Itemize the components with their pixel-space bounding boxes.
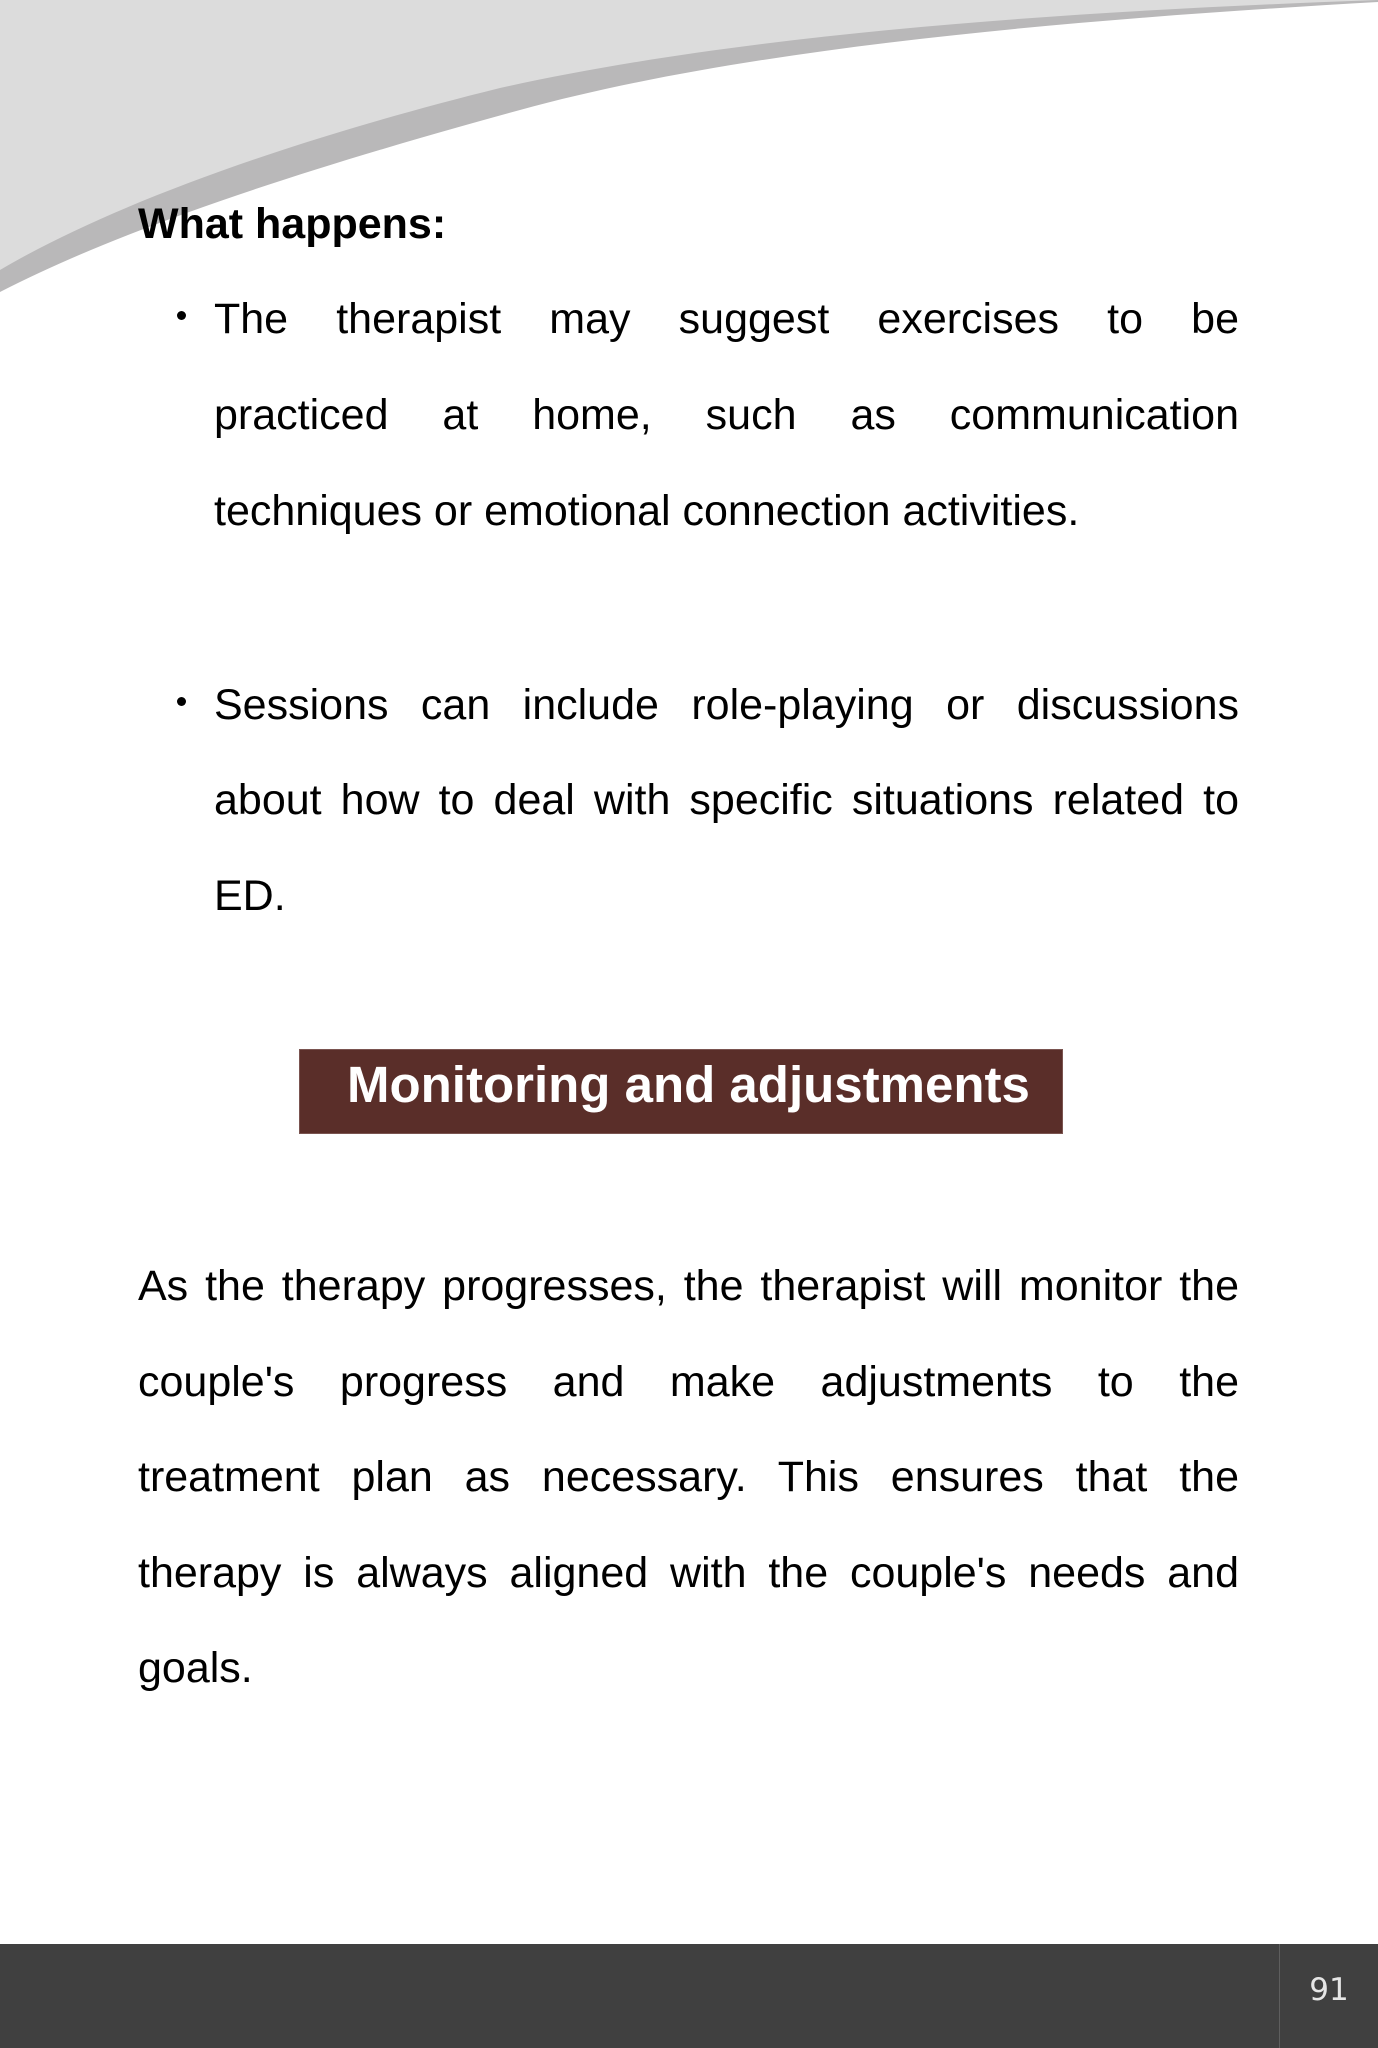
paragraph-line: As the therapy progresses, the therapist will monitor the [138, 1262, 1239, 1310]
bullet-text-line: Sessions can include role-playing or discussions [214, 681, 1239, 729]
page-number: 91 [1309, 1972, 1349, 2008]
bullet-text-line: The therapist may suggest exercises to be [214, 295, 1239, 343]
bullet-text-line: ED. [214, 872, 286, 920]
bullet-text-line: techniques or emotional connection activities. [214, 487, 1080, 535]
section-banner [299, 1049, 1063, 1134]
decorative-corner-swoosh [0, 0, 1378, 300]
bullet-icon [177, 697, 186, 706]
bullet-text-line: practiced at home, such as communication [214, 391, 1239, 439]
paragraph-line: goals. [138, 1644, 253, 1692]
banner-title: Monitoring and adjustments [347, 1056, 1030, 1113]
page-footer [0, 1944, 1378, 2048]
bullet-icon [177, 311, 186, 320]
paragraph-line: therapy is always aligned with the couple's needs and [138, 1549, 1239, 1597]
section-heading: What happens: [138, 200, 447, 248]
bullet-text-line: about how to deal with specific situations related to [214, 776, 1239, 824]
paragraph-line: treatment plan as necessary. This ensures that the [138, 1453, 1239, 1501]
paragraph-line: couple's progress and make adjustments to the [138, 1358, 1239, 1406]
